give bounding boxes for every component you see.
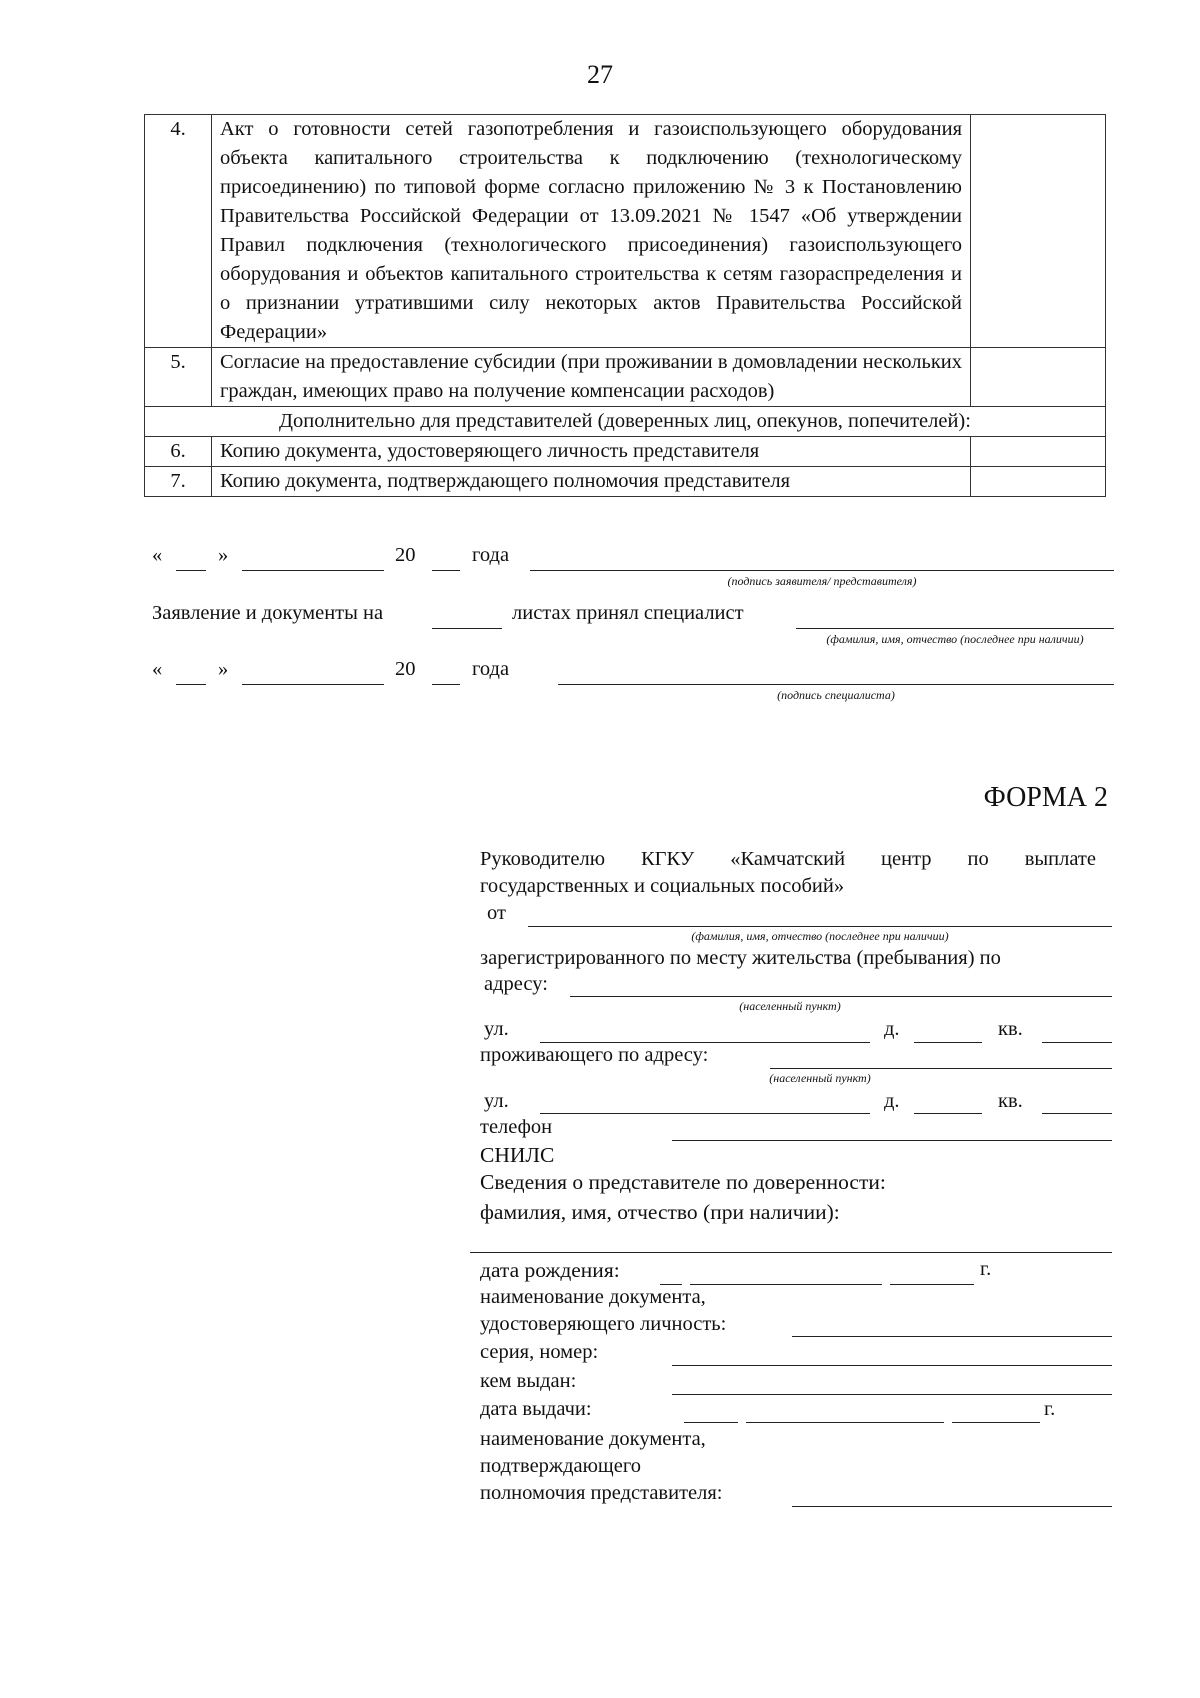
settlement-caption: (населенный пункт) <box>739 999 841 1013</box>
living-settlement-field[interactable] <box>770 1068 1112 1069</box>
quote-open: « <box>152 544 163 566</box>
specialist-signature-caption: (подпись специалиста) <box>777 688 895 702</box>
snils-label: СНИЛС <box>480 1143 555 1167</box>
table-subheader: Дополнительно для представителей (доверенных лиц, опекунов, попечителей): <box>145 407 1106 437</box>
year-prefix: 20 <box>395 544 416 566</box>
table-row <box>145 115 1106 348</box>
row-mark-cell[interactable] <box>971 437 1106 467</box>
street-label: ул. <box>484 1090 509 1112</box>
doc-name-label-2: удостоверяющего личность: <box>480 1313 727 1335</box>
street-field[interactable] <box>540 1042 870 1043</box>
year-suffix: года <box>472 544 510 566</box>
year-field[interactable] <box>432 570 460 571</box>
table-row <box>145 467 1106 497</box>
table-row <box>145 437 1106 467</box>
row-text: Копию документа, подтверждающего полномочия представителя <box>212 467 971 497</box>
row-text: Копию документа, удостоверяющего личность представителя <box>212 437 971 467</box>
birth-year-field[interactable] <box>890 1284 974 1285</box>
addressee-line-1: Руководителю КГКУ «Камчатский центр по выплате <box>480 848 1096 870</box>
phone-field[interactable] <box>672 1140 1112 1141</box>
addressee-line-2: государственных и социальных пособий» <box>480 875 845 897</box>
year-field[interactable] <box>432 684 460 685</box>
apt-field[interactable] <box>1042 1113 1112 1114</box>
street-field[interactable] <box>540 1113 870 1114</box>
house-field[interactable] <box>914 1113 982 1114</box>
year-abbr: г. <box>1044 1398 1056 1420</box>
year-abbr: г. <box>980 1258 992 1280</box>
birth-day-field[interactable] <box>660 1284 682 1285</box>
registered-label: зарегистрированного по месту жительства (пребывания) по <box>480 947 1001 969</box>
day-field[interactable] <box>176 684 206 685</box>
issue-month-field[interactable] <box>746 1422 944 1423</box>
series-label: серия, номер: <box>480 1341 599 1363</box>
auth-doc-label-3: полномочия представителя: <box>480 1482 723 1504</box>
issued-by-field[interactable] <box>672 1394 1112 1395</box>
from-label: от <box>487 902 506 924</box>
row-number: 5. <box>145 348 212 407</box>
applicant-signature-field[interactable] <box>530 570 1114 571</box>
house-label: д. <box>884 1090 900 1112</box>
specialist-signature-field[interactable] <box>558 684 1114 685</box>
house-field[interactable] <box>914 1042 982 1043</box>
received-text-2: листах принял специалист <box>512 602 744 624</box>
house-label: д. <box>884 1018 900 1040</box>
day-field[interactable] <box>176 570 206 571</box>
row-mark-cell[interactable] <box>971 115 1106 348</box>
quote-open: « <box>152 658 163 680</box>
row-number: 4. <box>145 115 212 348</box>
quote-close: » <box>218 544 229 566</box>
table-row <box>145 348 1106 407</box>
month-field[interactable] <box>242 684 384 685</box>
row-mark-cell[interactable] <box>971 348 1106 407</box>
applicant-fio-field[interactable] <box>528 926 1112 927</box>
issue-date-label: дата выдачи: <box>480 1398 592 1420</box>
auth-doc-field[interactable] <box>792 1506 1112 1507</box>
applicant-signature-caption: (подпись заявителя/ представителя) <box>727 574 917 588</box>
phone-label: телефон <box>480 1116 553 1138</box>
year-prefix: 20 <box>395 658 416 680</box>
table-subheader-row <box>145 407 1106 437</box>
specialist-name-caption: (фамилия, имя, отчество (последнее при наличии) <box>826 632 1084 646</box>
issue-day-field[interactable] <box>684 1422 738 1423</box>
series-field[interactable] <box>672 1365 1112 1366</box>
year-suffix: года <box>472 658 510 680</box>
received-text-1: Заявление и документы на <box>152 602 384 624</box>
apt-label: кв. <box>998 1018 1023 1040</box>
rep-fio-field[interactable] <box>470 1252 1112 1253</box>
issued-by-label: кем выдан: <box>480 1370 577 1392</box>
rep-fio-label: фамилия, имя, отчество (при наличии): <box>480 1200 840 1224</box>
registered-settlement-field[interactable] <box>570 996 1112 997</box>
doc-name-label-1: наименование документа, <box>480 1286 706 1308</box>
quote-close: » <box>218 658 229 680</box>
issue-year-field[interactable] <box>952 1422 1040 1423</box>
documents-table <box>144 114 1106 497</box>
month-field[interactable] <box>242 570 384 571</box>
auth-doc-label-1: наименование документа, <box>480 1428 706 1450</box>
specialist-name-field[interactable] <box>796 628 1114 629</box>
address-label: адресу: <box>484 973 548 995</box>
settlement-caption: (населенный пункт) <box>769 1071 871 1085</box>
birth-month-field[interactable] <box>690 1284 882 1285</box>
sheets-count-field[interactable] <box>432 628 502 629</box>
street-label: ул. <box>484 1018 509 1040</box>
row-number: 6. <box>145 437 212 467</box>
row-mark-cell[interactable] <box>971 467 1106 497</box>
apt-label: кв. <box>998 1090 1023 1112</box>
fio-caption: (фамилия, имя, отчество (последнее при наличии) <box>691 929 949 943</box>
auth-doc-label-2: подтверждающего <box>480 1455 641 1477</box>
form-title: ФОРМА 2 <box>983 782 1108 813</box>
row-text: Акт о готовности сетей газопотребления и газоиспользующего оборудования объекта капитального строительства к подключению (технологическому присоединению) по типовой форме согласно приложению № 3 к Постановлению Правительства Российской Федерации от 13.09.2021 № 1547 «Об утверждении Правил подключения (технологического присоединения) газоиспользующего оборудования и объектов капитального строительства к сетям газораспределения и о признании утратившими силу некоторых актов Правительства Российской Федерации» <box>212 115 971 348</box>
rep-info-label: Сведения о представителе по доверенности: <box>480 1170 886 1194</box>
living-label: проживающего по адресу: <box>480 1044 709 1066</box>
apt-field[interactable] <box>1042 1042 1112 1043</box>
row-number: 7. <box>145 467 212 497</box>
birth-label: дата рождения: <box>480 1258 620 1282</box>
id-doc-name-field[interactable] <box>792 1336 1112 1337</box>
page-number: 27 <box>587 60 613 89</box>
row-text: Согласие на предоставление субсидии (при проживании в домовладении нескольких граждан, имеющих право на получение компенсации расходов) <box>212 348 971 407</box>
